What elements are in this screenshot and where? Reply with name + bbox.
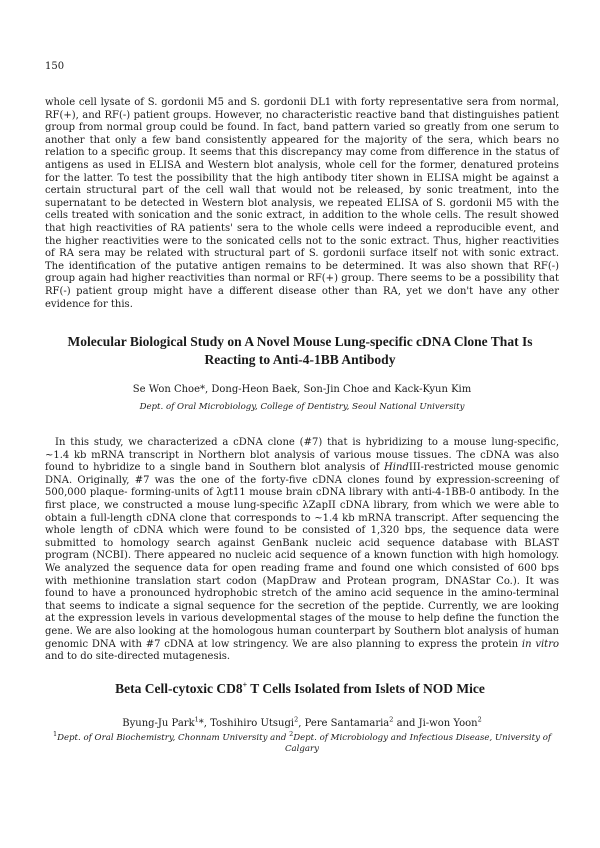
author-name: Toshihiro Utsugi	[210, 718, 295, 729]
article-2-title-pre: Beta Cell-cytoxic CD8	[115, 681, 243, 696]
article-1-abstract	[45, 437, 559, 664]
affiliation-2: Dept. of Microbiology and Infectious Disease, University of Calgary	[284, 733, 552, 754]
article-2-title-post: T Cells Isolated from Islets of NOD Mice	[247, 681, 485, 696]
author-name: Byung-Ju Park	[122, 718, 195, 729]
author-name: Pere Santamaria	[304, 718, 390, 729]
article-2-title-sup: +	[242, 680, 248, 690]
article-1-affiliation: Dept. of Oral Microbiology, College of Dentistry, Seoul National University	[139, 402, 465, 412]
article-1-authors: Se Won Choe*, Dong-Heon Baek, Son-Jin Choe and Kack-Kyun Kim	[132, 384, 472, 395]
affiliation-sup-1: 1	[52, 730, 58, 739]
author-name: Ji-won Yoon	[418, 718, 478, 729]
author-sup: 1	[194, 715, 199, 724]
abstract-text-3: and to do site-directed mutagenesis.	[45, 651, 231, 663]
author-sup: 2	[477, 715, 482, 724]
paragraph-continued: whole cell lysate of S. gordonii M5 and S. gordonii DL1 with forty representative sera from normal, RF(+), and RF(-) patient groups. However, no characteristic reactive band that distinguishes patient group from normal group could be found. In fact, band pattern varied so greatly from one serum to another that only a few band consistently appeared for the majority of the sera, which bears no relation to a specific group. It seems that this discrepancy may come from difference in the status of antigens as used in ELISA and Western blot analysis, whole cell for the former, denatured proteins for the latter. To test the possibility that the high antibody titer shown in ELISA might be against a certain structural part of the cell wall that would not be released, by sonic treatment, into the supernatant to be detected in Western blot analysis, we repeated ELISA of S. gordonii M5 with the cells treated with sonication and the sonic extract, in addition to the whole cells. The result showed that high reactivities of RA patients' sera to the whole cells were indeed a reproducible event, and the higher reactivities were to the sonicated cells not to the sonic extract. Thus, higher reactivities of RA sera may be related with structural part of S. gordonii surface itself not with sonic extract. The identification of the putative antigen remains to be determined. It was also shown that RF(-) group again had higher reactivities than normal or RF(+) group. There seems to be a possibility that RF(-) patient group might have a different disease other than RA, yet we don't have any other evidence for this.	[45, 97, 559, 310]
author-sup: 2	[389, 715, 394, 724]
affiliation-sup-2: 2	[289, 730, 294, 739]
author-sup: 2	[294, 715, 299, 724]
abstract-text-2: III-restricted mouse genomic DNA. Originally, #7 was the one of the forty-five cDNA clones found by expression-screening of 500,000 plaque- forming-units of λgt11 mouse brain cDNA library with anti-4-1BB-0 antibody. In the first place, we constructed a mouse lung-specific λZapII cDNA library, from which we were able to obtain a full-length cDNA clone that corresponds to ~1.4 kb mRNA transcript. After sequencing the whole length of cDNA which were found to be consisted of 1,320 bps, the sequence data were submitted to homology search against GenBank nucleic acid sequence database with BLAST program (NCBI). There appeared no nucleic acid sequence of a known function with high homology. We analyzed the sequence data for open reading frame and found one which consisted of 600 bps with methionine translation start codon (MapDraw and Protean program, DNAStar Co.). It was found to have a pronounced hydrophobic stretch of the amino acid sequence in the amino-terminal that seems to indicate a signal sequence for the secretion of the peptide. Currently, we are looking at the expression levels in various developmental stages of the mouse to help define the function the gene. We are also looking at the homologous human counterpart by Southern blot analysis of human genomic DNA with #7 cDNA at low stringency. We are also planning to express the protein	[45, 462, 559, 650]
article-2-title	[60, 680, 540, 698]
abstract-text-1: In this study, we characterized a cDNA clone (#7) that is hybridizing to a mouse lung-specific, ~1.4 kb mRNA transcript in Northern blot analysis of various mouse tissues. The cDNA was also found to hybridize to a single band in Southern blot analysis of	[45, 437, 559, 474]
page-number: 150	[45, 61, 65, 72]
article-1-title: Molecular Biological Study on A Novel Mouse Lung-specific cDNA Clone That Is Reacting to Anti-4-1BB Antibody	[67, 334, 533, 367]
affiliation-1: Dept. of Oral Biochemistry, Chonnam University and	[57, 733, 290, 743]
author-sep: and	[393, 718, 419, 729]
abstract-italic-hind: Hind	[384, 462, 409, 474]
article-2-authors	[45, 715, 559, 730]
abstract-italic-in-vitro: in vitro	[521, 638, 560, 650]
author-sep: ,	[298, 718, 305, 729]
author-sep: *,	[198, 718, 211, 729]
article-2-affiliation	[45, 730, 559, 755]
